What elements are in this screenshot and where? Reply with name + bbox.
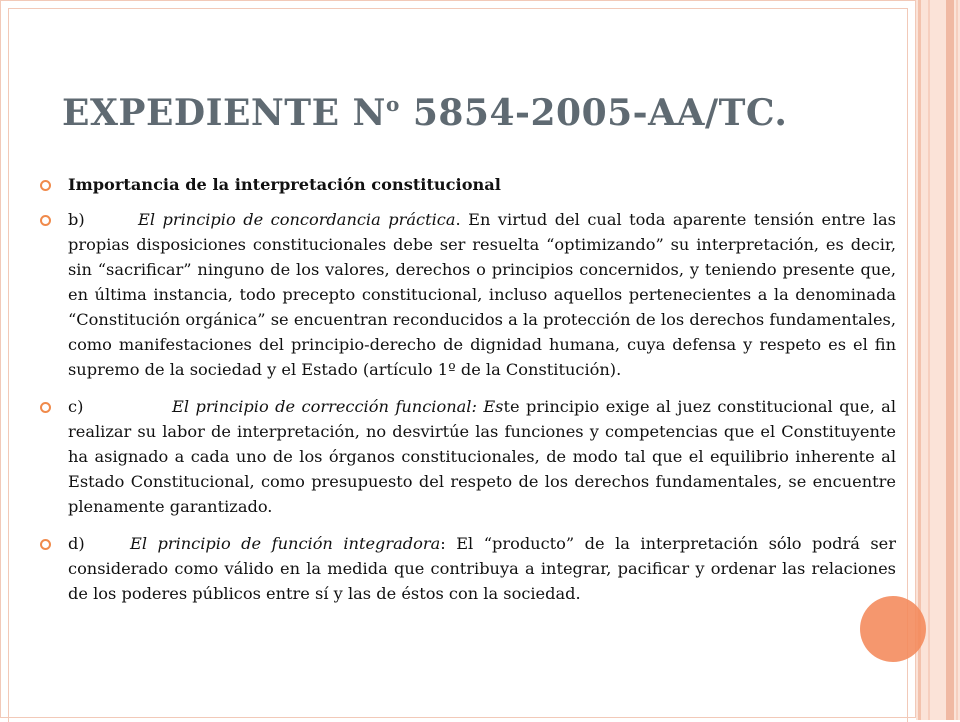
principle-name: El principio de corrección funcional: Es	[172, 397, 504, 416]
slide-body	[40, 172, 896, 618]
principle-separator: :	[440, 534, 446, 553]
stripe	[956, 0, 958, 720]
title-number: 5854-2005-AA/TC.	[399, 92, 788, 134]
title-main: EXPEDIENTE N	[62, 92, 386, 134]
slide-title	[62, 92, 787, 134]
bullet-item-b	[40, 207, 896, 382]
stripe	[946, 0, 954, 720]
item-text: El “producto” de la interpretación sólo podrá ser considerado como válido en la medida que contribuya a integrar, pacificar y ordenar las relaciones de los poderes públicos entre sí y las de éstos con la sociedad.	[68, 534, 896, 603]
item-text: En virtud del cual toda aparente tensión entre las propias disposiciones constitucionales debe ser resuelta “optimizando” su interpretación, es decir, sin “sacrificar” ninguno de los valores, derechos o principios concernidos, y teniendo presente que, en última instancia, todo precepto constitucional, incluso aquellos pertenecientes a la denominada “Constitución orgánica” se encuentran reconducidos a la protección de los derechos fundamentales, como manifestaciones del principio-derecho de dignidad humana, cuya defensa y respeto es el fin supremo de la sociedad y el Estado (artículo 1º de la Constitución).	[68, 210, 896, 379]
principle-name: El principio de concordancia práctica	[138, 210, 456, 229]
principle-name: El principio de función integradora	[130, 534, 441, 553]
item-text: te principio exige al juez constitucional que, al realizar su labor de interpretación, no desvirtúe las funciones y competencias que el Constituyente ha asignado a cada uno de los órganos constitucionales, de modo tal que el equilibrio inherente al Estado Constitucional, como presupuesto del respeto de los derechos fundamentales, se encuentre plenamente garantizado.	[68, 397, 896, 516]
bullet-ring-icon	[40, 215, 51, 226]
bullet-item-d	[40, 531, 896, 606]
heading-text: Importancia de la interpretación constitucional	[68, 175, 501, 194]
item-prefix: d)	[68, 534, 85, 553]
item-prefix: c)	[68, 397, 84, 416]
decorative-side-stripes	[916, 0, 960, 720]
stripe	[928, 0, 930, 720]
bullet-ring-icon	[40, 402, 51, 413]
bullet-ring-icon	[40, 180, 51, 191]
bullet-ring-icon	[40, 539, 51, 550]
bullet-heading	[40, 172, 896, 197]
decorative-orange-circle	[860, 596, 926, 662]
title-superscript: o	[385, 92, 400, 116]
principle-separator: .	[455, 210, 461, 229]
item-prefix: b)	[68, 210, 85, 229]
bullet-item-c	[40, 394, 896, 519]
